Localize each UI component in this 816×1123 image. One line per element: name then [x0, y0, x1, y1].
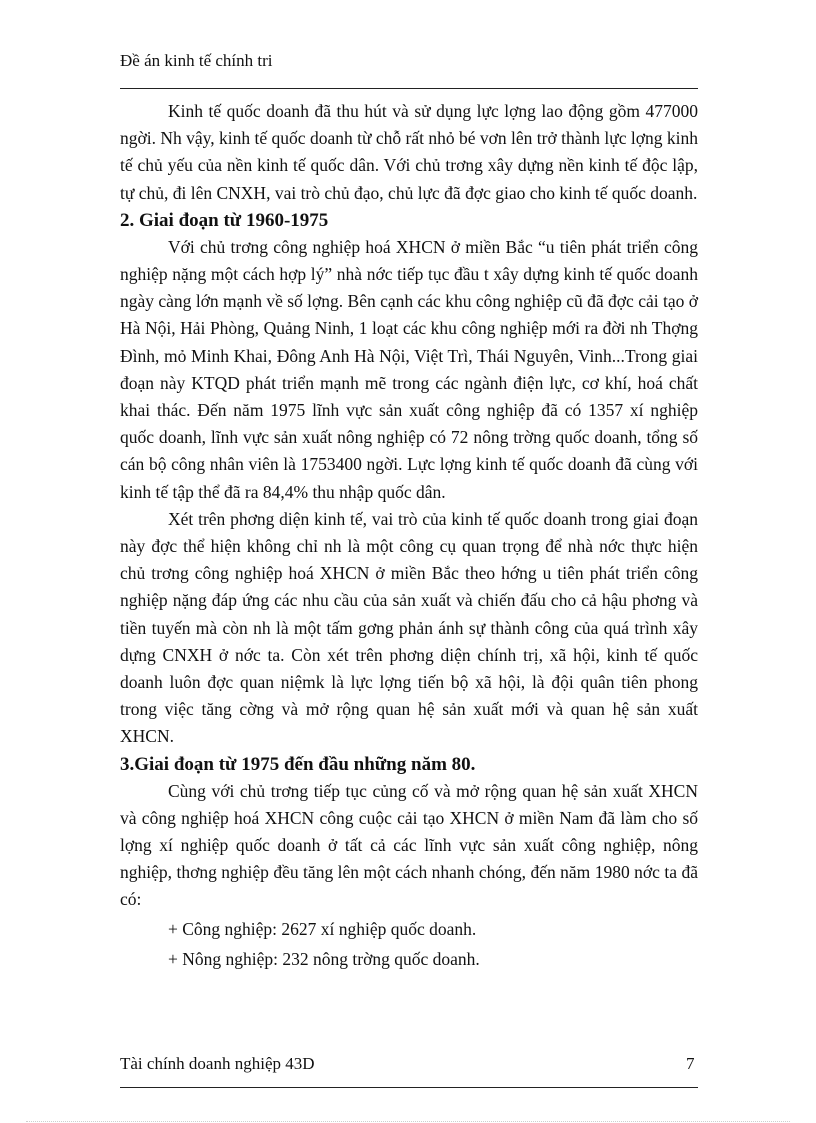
paragraph-4: Cùng với chủ trơng tiếp tục củng cố và mở rộng quan hệ sản xuất XHCN và công nghiệp hoá XHCN công cuộc cải tạo XHCN ở miền Nam đã làm cho số lợng xí nghiệp quốc doanh ở tất cả các lĩnh vực sản xuất công nghiệp, nông nghiệp, thơng nghiệp đều tăng lên một cách nhanh chóng, đến năm 1980 nớc ta đã có: — [120, 780, 698, 910]
footer-divider — [120, 1087, 698, 1088]
paragraph-2: Với chủ trơng công nghiệp hoá XHCN ở miền Bắc “u tiên phát triển công nghiệp nặng một cách hợp lý” nhà nớc tiếp tục đầu t xây dựng kinh tế quốc doanh ngày càng lớn mạnh về số lợng. Bên cạnh các khu công nghiệp cũ đã đợc cải tạo ở Hà Nội, Hải Phòng, Quảng Ninh, 1 loạt các khu công nghiệp mới ra đời nh Thợng Đình, mỏ Minh Khai, Đông Anh Hà Nội, Việt Trì, Thái Nguyên, Vinh...Trong giai đoạn này KTQD phát triển mạnh mẽ trong các ngành điện lực, cơ khí, hoá chất khai thác. Đến năm 1975 lĩnh vực sản xuất công nghiệp đã có 1357 xí nghiệp quốc doanh, lĩnh vực sản xuất nông nghiệp có 72 nông trờng quốc doanh, tổng số cán bộ công nhân viên là 1753400 ngời. Lực lợng kinh tế quốc doanh đã cùng với kinh tế tập thể đã ra 84,4% thu nhập quốc dân. — [120, 236, 698, 502]
list-item-industry: + Công nghiệp: 2627 xí nghiệp quốc doanh. — [168, 918, 477, 939]
section-heading-2: 2. Giai đoạn từ 1960-1975 — [120, 209, 329, 231]
page-number: 7 — [686, 1054, 695, 1073]
list-item-agriculture: + Nông nghiệp: 232 nông trờng quốc doanh. — [168, 948, 480, 969]
footer-text: Tài chính doanh nghiệp 43D — [120, 1054, 315, 1073]
page-header-title: Đề án kinh tế chính tri — [120, 51, 273, 70]
page-edge-dotted-line — [26, 1121, 790, 1122]
paragraph-1: Kinh tế quốc doanh đã thu hút và sử dụng lực lợng lao động gồm 477000 ngời. Nh vậy, kinh tế quốc doanh từ chỗ rất nhỏ bé vơn lên trở thành lực lợng kinh tế chủ yếu của nền kinh tế quốc dân. Với chủ trơng xây dựng nền kinh tế độc lập, tự chủ, đi lên CNXH, vai trò chủ đạo, chủ lực đã đợc giao cho kinh tế quốc doanh. — [120, 101, 698, 203]
paragraph-3: Xét trên phơng diện kinh tế, vai trò của kinh tế quốc doanh trong giai đoạn này đợc thể hiện không chỉ nh là một công cụ quan trọng để nhà nớc thực hiện chủ trơng công nghiệp hoá XHCN ở miền Bắc theo hớng u tiên phát triển công nghiệp nặng đáp ứng các nhu cầu của sản xuất và chiến đấu cho cả hậu phơng và tiền tuyến mà còn nh là một tấm gơng phản ánh sự thành công của quá trình xây dựng CNXH ở nớc ta. Còn xét trên phơng diện chính trị, xã hội, kinh tế quốc doanh luôn đợc quan niệmk là lực lợng tiến bộ xã hội, là đội quân tiên phong trong việc tăng cờng và mở rộng quan hệ sản xuất mới và quan hệ sản xuất XHCN. — [120, 508, 698, 747]
document-body — [120, 98, 698, 974]
header-divider — [120, 88, 698, 89]
section-heading-3: 3.Giai đoạn từ 1975 đến đầu những năm 80. — [120, 753, 476, 775]
